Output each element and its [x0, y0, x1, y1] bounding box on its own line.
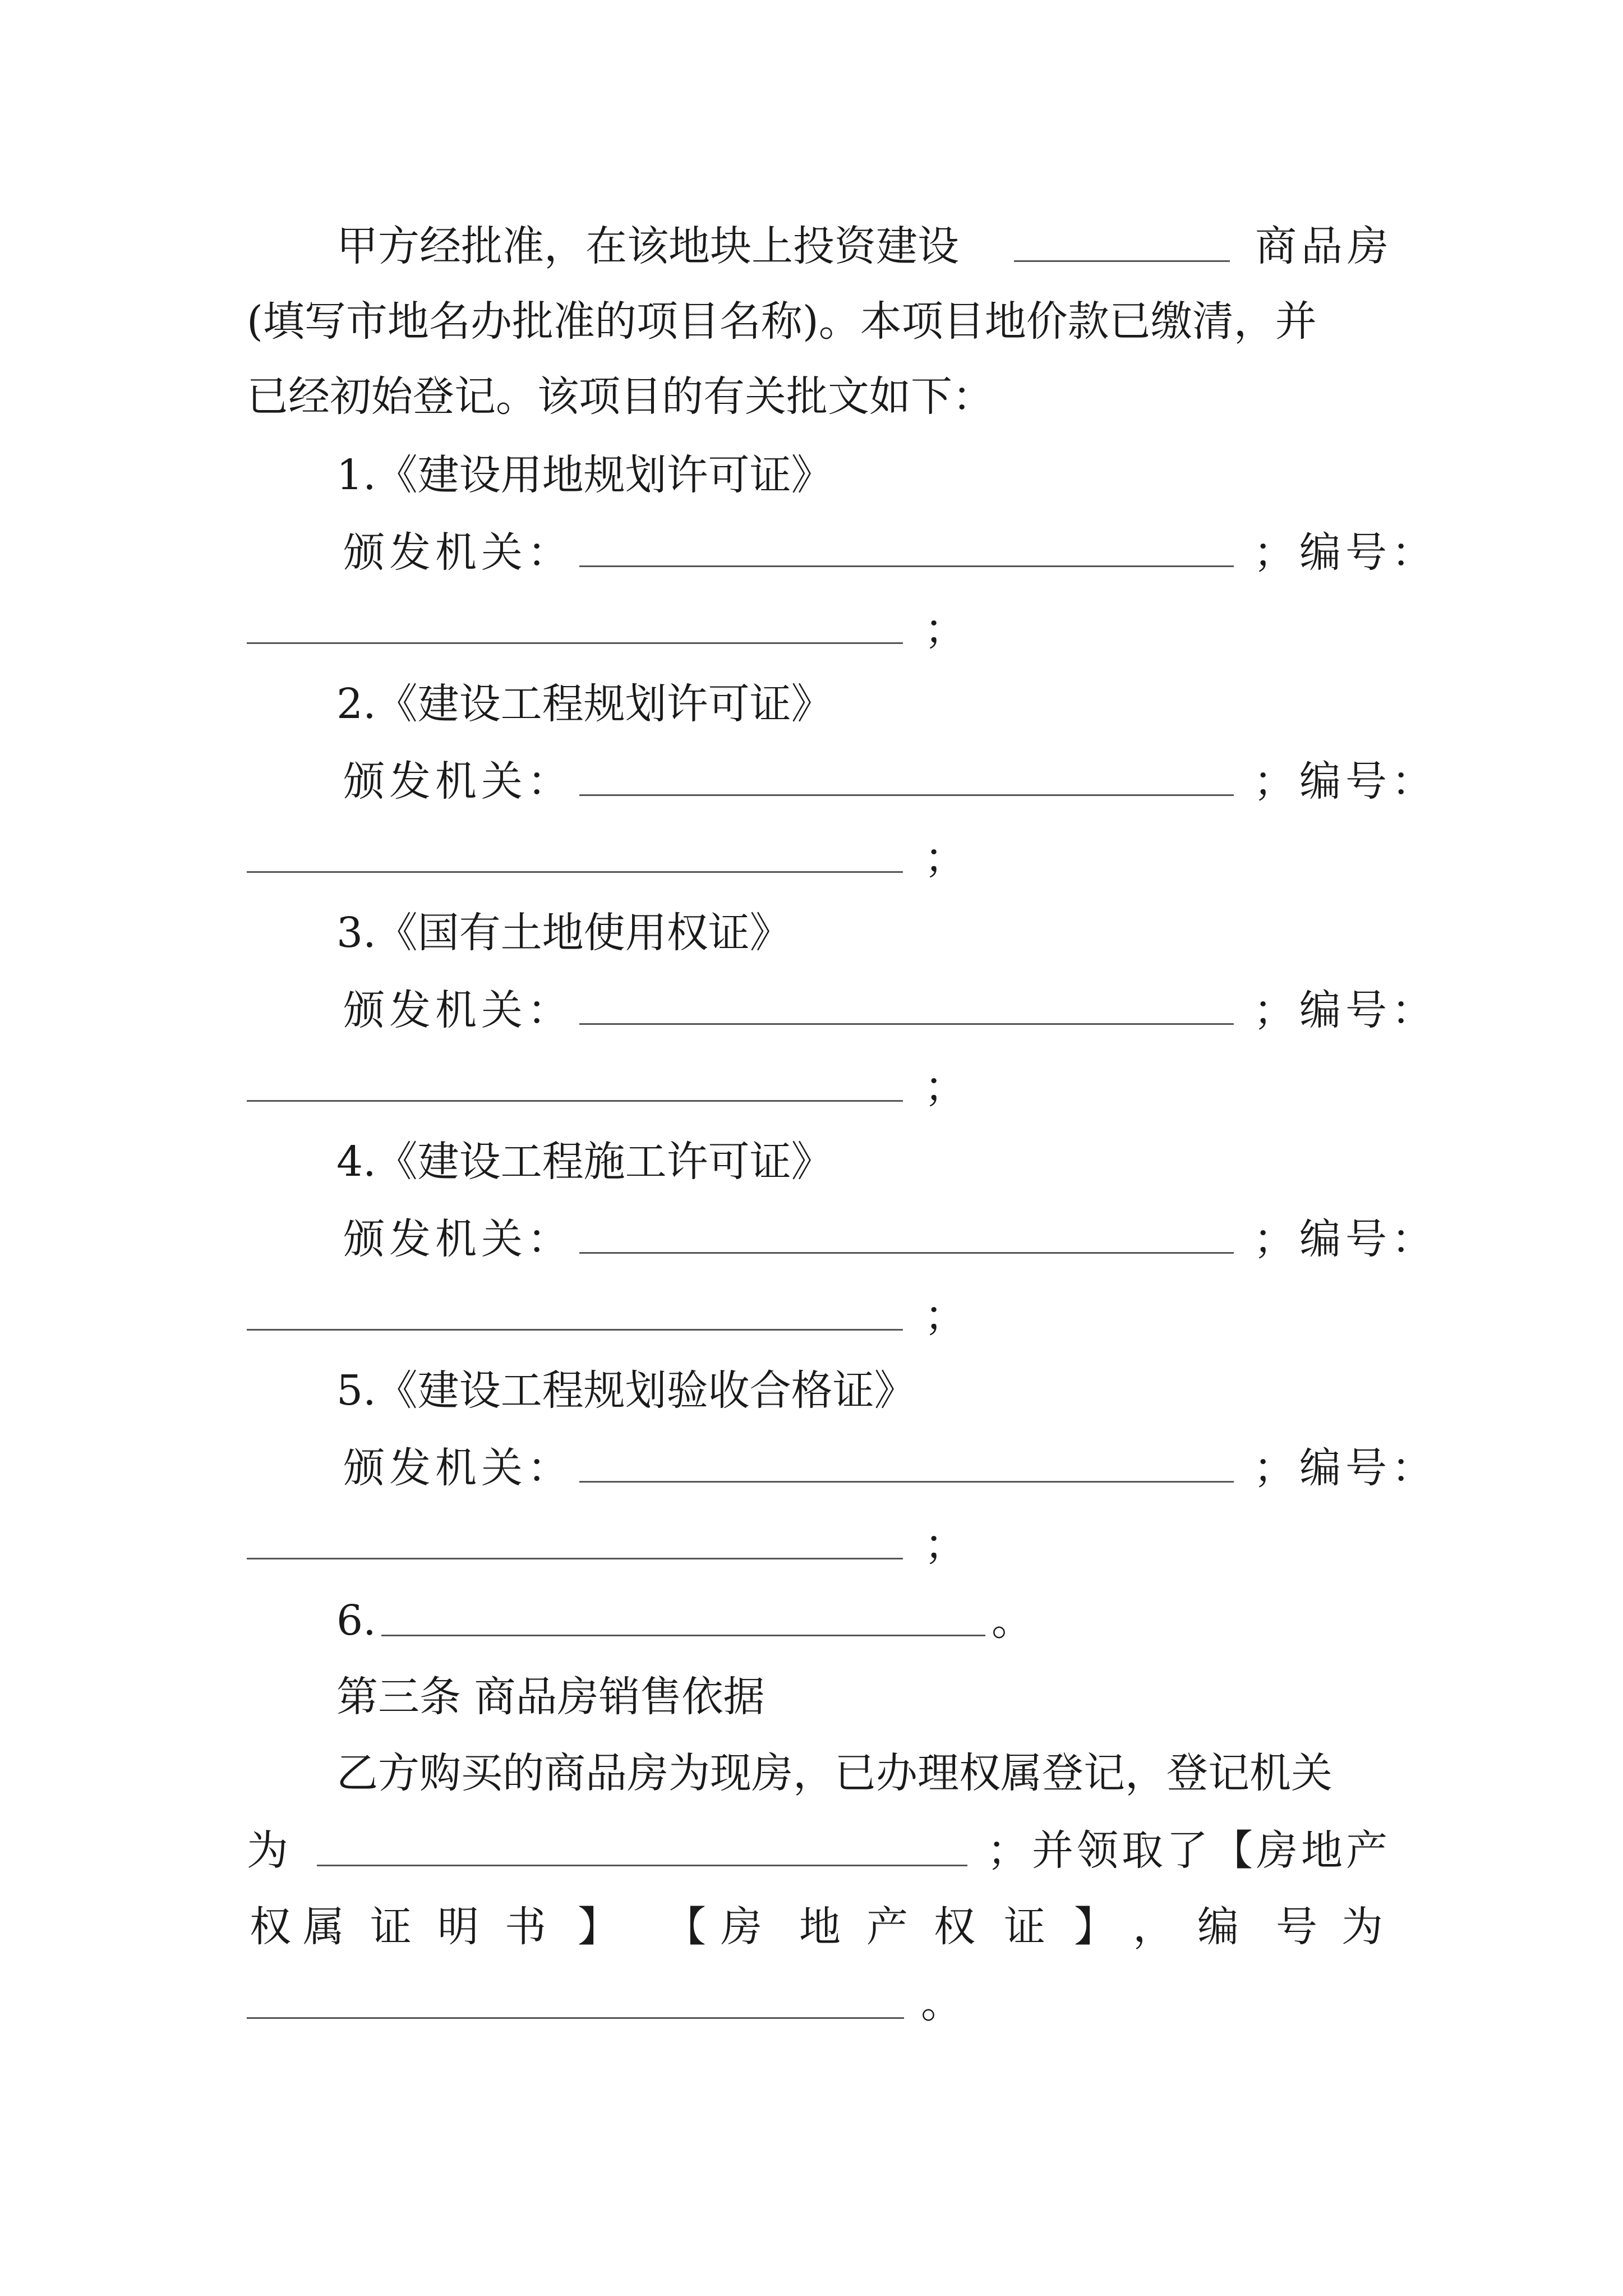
- line3-char: 】: [1074, 1903, 1115, 1951]
- item6-prefix: 6.: [336, 1596, 376, 1645]
- item6-end: 。: [992, 1596, 1033, 1645]
- project-name-blank[interactable]: [1014, 260, 1230, 262]
- issuer-label: 颁发机关：: [343, 986, 573, 1034]
- line3-char: 为: [1341, 1903, 1383, 1951]
- approval-title: 5.《建设工程规划验收合格证》: [336, 1366, 916, 1415]
- approval-title: 3.《国有土地使用权证》: [336, 909, 791, 957]
- issuer-blank[interactable]: [579, 1481, 1234, 1483]
- issuer-label: 颁发机关：: [343, 528, 573, 577]
- issuer-blank[interactable]: [579, 794, 1234, 796]
- approval-title: 2.《建设工程规划许可证》: [336, 680, 833, 728]
- article3-heading: 第三条 商品房销售依据: [336, 1673, 765, 1721]
- registration-office-blank[interactable]: [317, 1865, 967, 1866]
- number-label: ；编号：: [1253, 757, 1437, 806]
- line3-char: 产: [866, 1903, 908, 1951]
- number-blank[interactable]: [247, 1558, 903, 1559]
- number-label: ；编号：: [1253, 986, 1437, 1034]
- approval-title: 1.《建设用地规划许可证》: [336, 451, 833, 499]
- number-blank[interactable]: [247, 1329, 903, 1331]
- line3-char: 权: [250, 1903, 291, 1951]
- issuer-blank[interactable]: [579, 1252, 1234, 1254]
- line3-char: 属: [303, 1903, 344, 1951]
- issuer-label: 颁发机关：: [343, 757, 573, 806]
- article3-line-4-end: 。: [921, 1979, 962, 2027]
- line3-char: 书: [505, 1903, 546, 1951]
- number-blank[interactable]: [247, 642, 903, 644]
- line3-char: 证: [370, 1903, 412, 1951]
- line3-char: 房: [721, 1903, 762, 1951]
- issuer-label: 颁发机关：: [343, 1444, 573, 1492]
- line3-char: 编: [1197, 1903, 1239, 1951]
- semicolon: ；: [924, 834, 966, 882]
- line3-char: 证: [1004, 1903, 1045, 1951]
- certificate-number-blank[interactable]: [247, 2017, 904, 2019]
- article3-line-1: 乙方购买的商品房为现房，已办理权属登记，登记机关: [336, 1749, 1332, 1797]
- semicolon: ；: [924, 1521, 966, 1569]
- intro-line-1: [336, 222, 959, 270]
- intro-line-1-end: 商品房: [1255, 222, 1393, 270]
- approval-title: 4.《建设工程施工许可证》: [336, 1138, 833, 1186]
- semicolon: ；: [924, 1063, 966, 1111]
- line3-char: 权: [934, 1903, 975, 1951]
- intro-line-2: (填写市地名办批准的项目名称)。本项目地价款已缴清，并: [247, 297, 1317, 346]
- line3-char: 地: [799, 1903, 841, 1951]
- line3-char: 】: [578, 1903, 619, 1951]
- intro-text: 甲方经批准，在该地块上投资建设: [336, 222, 959, 270]
- number-blank[interactable]: [247, 1100, 903, 1102]
- line3-char: 号: [1276, 1903, 1317, 1951]
- number-label: ；编号：: [1253, 1444, 1437, 1492]
- issuer-blank[interactable]: [579, 565, 1234, 567]
- item6-blank[interactable]: [381, 1635, 985, 1636]
- line3-char: ，: [1133, 1903, 1174, 1951]
- issuer-blank[interactable]: [579, 1023, 1234, 1025]
- semicolon: ；: [924, 1292, 966, 1340]
- number-label: ；编号：: [1253, 528, 1437, 577]
- line3-char: 明: [437, 1903, 479, 1951]
- semicolon: ；: [924, 605, 966, 654]
- article3-line-2-suffix: ；并领取了【房地产: [987, 1826, 1391, 1875]
- article3-line-2-prefix: 为: [247, 1826, 288, 1875]
- number-label: ；编号：: [1253, 1215, 1437, 1263]
- line3-char: 【: [665, 1903, 706, 1951]
- number-blank[interactable]: [247, 871, 903, 873]
- issuer-label: 颁发机关：: [343, 1215, 573, 1263]
- intro-line-3: 已经初始登记。该项目的有关批文如下：: [247, 372, 994, 421]
